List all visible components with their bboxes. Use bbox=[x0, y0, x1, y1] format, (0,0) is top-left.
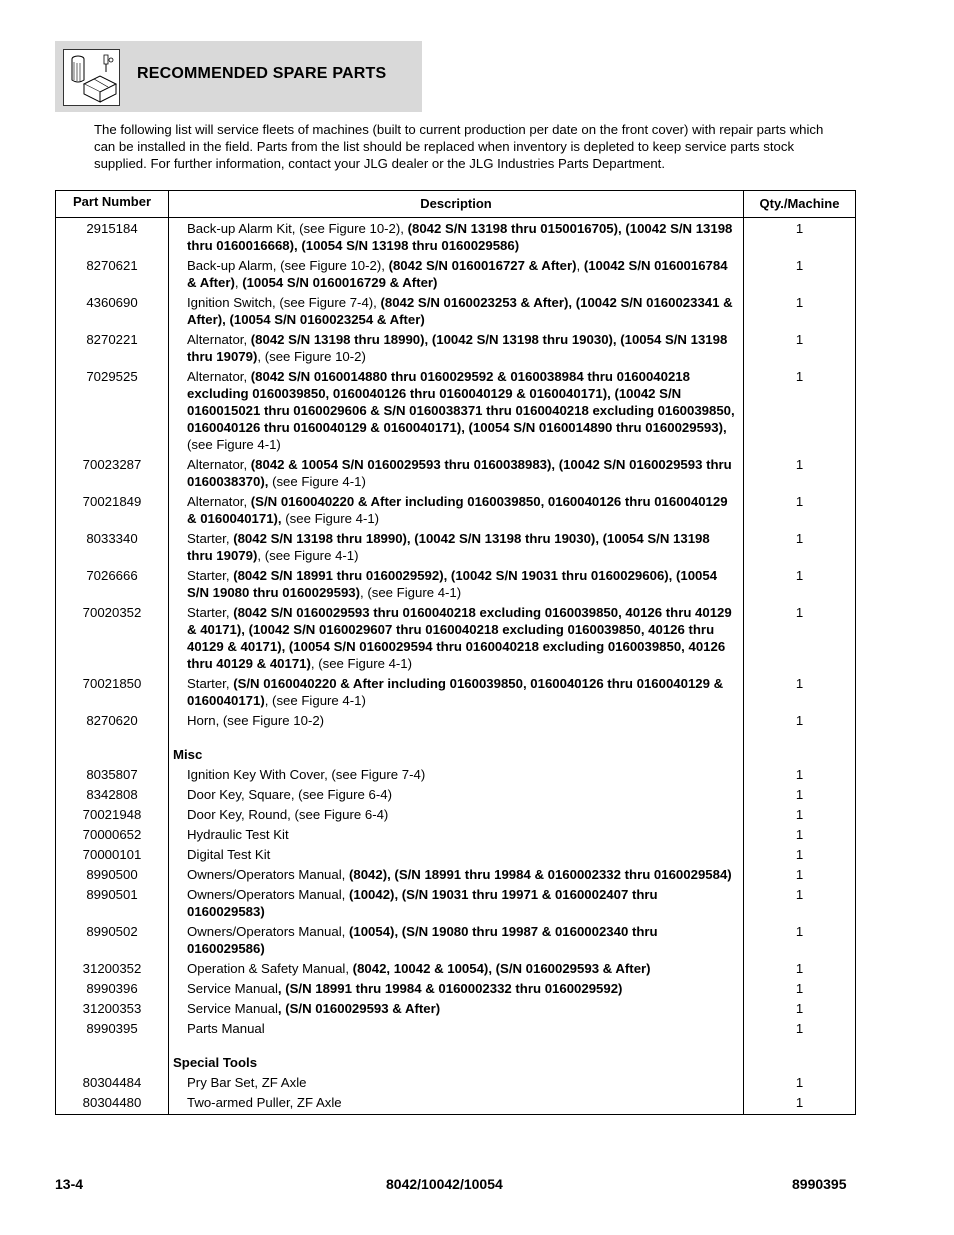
part-number-cell: 8270621 bbox=[56, 257, 169, 294]
description-segment: (8042 S/N 18991 thru 0160029592), (10042 S/N 19031 thru 0160029606), (10054 S/N 19080 thru 0160029593) bbox=[187, 568, 718, 600]
description-segment: Alternator, bbox=[187, 369, 251, 384]
qty-cell: 1 bbox=[744, 675, 856, 712]
part-number-cell: 70020352 bbox=[56, 604, 169, 675]
description-cell bbox=[169, 1074, 744, 1094]
description-cell bbox=[169, 786, 744, 806]
table-row bbox=[56, 218, 856, 258]
description-cell bbox=[169, 294, 744, 331]
description-cell bbox=[169, 980, 744, 1000]
table-header-row bbox=[56, 191, 856, 218]
description-cell bbox=[169, 456, 744, 493]
model-numbers: 8042/10042/10054 bbox=[386, 1176, 503, 1192]
table-row bbox=[56, 806, 856, 826]
description-segment: Starter, bbox=[187, 605, 234, 620]
description-segment: (8042, 10042 & 10054), (S/N 0160029593 & After) bbox=[352, 961, 651, 976]
qty-cell: 1 bbox=[744, 923, 856, 960]
description-segment: Starter, bbox=[187, 568, 234, 583]
part-number-cell: 8270620 bbox=[56, 712, 169, 732]
qty-cell: 1 bbox=[744, 331, 856, 368]
description-segment: (8042 & 10054 S/N 0160029593 thru 0160038983), (10042 S/N 0160029593 thru 0160038370), bbox=[187, 457, 732, 489]
part-number-cell: 70021849 bbox=[56, 493, 169, 530]
qty-cell: 1 bbox=[744, 493, 856, 530]
description-cell bbox=[169, 331, 744, 368]
description-segment: Ignition Switch, (see Figure 7-4), bbox=[187, 295, 381, 310]
qty-cell: 1 bbox=[744, 960, 856, 980]
description-segment: , bbox=[576, 258, 584, 273]
table-row bbox=[56, 493, 856, 530]
description-segment: (S/N 0160040220 & After including 0160039850, 0160040126 thru 0160040129 & 0160040171) bbox=[187, 676, 724, 708]
part-number-cell: 2915184 bbox=[56, 218, 169, 258]
description-cell bbox=[169, 604, 744, 675]
description-cell bbox=[169, 530, 744, 567]
part-number-cell: 80304484 bbox=[56, 1074, 169, 1094]
part-number-cell: 8033340 bbox=[56, 530, 169, 567]
qty-cell: 1 bbox=[744, 766, 856, 786]
table-row bbox=[56, 923, 856, 960]
description-cell bbox=[169, 923, 744, 960]
description-segment: , (S/N 0160029593 & After) bbox=[277, 1001, 441, 1016]
description-segment: (10054 S/N 0160016729 & After) bbox=[242, 275, 438, 290]
description-cell bbox=[169, 846, 744, 866]
header-qty: Qty./Machine bbox=[744, 191, 856, 218]
part-number-cell: 70000652 bbox=[56, 826, 169, 846]
table-row bbox=[56, 604, 856, 675]
description-segment: , bbox=[234, 275, 243, 290]
description-segment: (see Figure 4-1) bbox=[281, 511, 380, 526]
description-cell bbox=[169, 368, 744, 456]
qty-cell: 1 bbox=[744, 786, 856, 806]
part-number-cell: 8990502 bbox=[56, 923, 169, 960]
description-segment: (8042 S/N 13198 thru 18990), (10042 S/N 13198 thru 19030), (10054 S/N 13198 thru 19079) bbox=[187, 531, 710, 563]
description-segment: Door Key, Round, (see Figure 6-4) bbox=[187, 807, 389, 822]
description-segment: , (see Figure 10-2) bbox=[257, 349, 366, 364]
section-heading: Misc bbox=[173, 747, 203, 762]
qty-cell: 1 bbox=[744, 530, 856, 567]
table-row bbox=[56, 530, 856, 567]
description-cell bbox=[169, 866, 744, 886]
qty-cell: 1 bbox=[744, 567, 856, 604]
table-row bbox=[56, 886, 856, 923]
description-segment: Door Key, Square, (see Figure 6-4) bbox=[187, 787, 392, 802]
spare-parts-icon bbox=[63, 49, 120, 106]
description-segment: , (see Figure 4-1) bbox=[264, 693, 366, 708]
part-number-cell: 80304480 bbox=[56, 1094, 169, 1115]
table-row bbox=[56, 980, 856, 1000]
part-number-cell: 31200353 bbox=[56, 1000, 169, 1020]
description-segment: Owners/Operators Manual, bbox=[187, 867, 349, 882]
table-row bbox=[56, 257, 856, 294]
qty-cell: 1 bbox=[744, 826, 856, 846]
description-segment: Service Manual bbox=[187, 981, 278, 996]
table-row bbox=[56, 675, 856, 712]
description-cell bbox=[169, 1000, 744, 1020]
qty-cell: 1 bbox=[744, 712, 856, 732]
part-number-cell: 31200352 bbox=[56, 960, 169, 980]
description-segment: Two-armed Puller, ZF Axle bbox=[187, 1095, 342, 1110]
qty-cell: 1 bbox=[744, 1000, 856, 1020]
description-segment: , (see Figure 4-1) bbox=[257, 548, 359, 563]
description-segment: Pry Bar Set, ZF Axle bbox=[187, 1075, 307, 1090]
description-cell bbox=[169, 766, 744, 786]
part-number-cell: 8990501 bbox=[56, 886, 169, 923]
description-segment: (10054), (S/N 19080 thru 19987 & 0160002340 thru 0160029586) bbox=[187, 924, 658, 956]
description-segment: Hydraulic Test Kit bbox=[187, 827, 289, 842]
intro-paragraph: The following list will service fleets of machines (built to current production per date on the front cover) with repair parts which can be installed in the field. Parts from the list should be replaced when inventory is depleted to keep service parts stock supplied. For further information, contact your JLG dealer or the JLG Industries Parts Department. bbox=[94, 122, 824, 171]
header-description: Description bbox=[169, 191, 744, 218]
page-title: RECOMMENDED SPARE PARTS bbox=[137, 65, 387, 82]
qty-cell: 1 bbox=[744, 886, 856, 923]
description-cell bbox=[169, 960, 744, 980]
description-segment: Alternator, bbox=[187, 494, 251, 509]
qty-cell: 1 bbox=[744, 1020, 856, 1040]
document-number: 8990395 bbox=[792, 1176, 847, 1192]
description-cell bbox=[169, 567, 744, 604]
qty-cell: 1 bbox=[744, 980, 856, 1000]
table-row bbox=[56, 1020, 856, 1040]
table-row bbox=[56, 1074, 856, 1094]
description-segment: Alternator, bbox=[187, 332, 251, 347]
description-segment: Owners/Operators Manual, bbox=[187, 924, 349, 939]
description-segment: Alternator, bbox=[187, 457, 251, 472]
table-row bbox=[56, 866, 856, 886]
section-header bbox=[55, 41, 422, 112]
description-cell bbox=[169, 1094, 744, 1115]
description-segment: (8042 S/N 0160016727 & After) bbox=[388, 258, 577, 273]
part-number-cell: 7029525 bbox=[56, 368, 169, 456]
description-segment: (10042 S/N 0160016784 & After) bbox=[187, 258, 728, 290]
description-segment: (8042), (S/N 18991 thru 19984 & 0160002332 thru 0160029584) bbox=[348, 867, 732, 882]
description-segment: , (see Figure 4-1) bbox=[310, 656, 413, 671]
table-row bbox=[56, 567, 856, 604]
description-segment: Operation & Safety Manual, bbox=[187, 961, 353, 976]
spare-parts-table bbox=[55, 190, 856, 1115]
part-number-cell: 8035807 bbox=[56, 766, 169, 786]
section-heading-row bbox=[56, 732, 856, 766]
description-cell bbox=[169, 712, 744, 732]
table-row bbox=[56, 960, 856, 980]
table-row bbox=[56, 331, 856, 368]
table-row bbox=[56, 712, 856, 732]
description-cell bbox=[169, 1020, 744, 1040]
description-cell bbox=[169, 826, 744, 846]
table-row bbox=[56, 456, 856, 493]
part-number-cell: 4360690 bbox=[56, 294, 169, 331]
table-row bbox=[56, 826, 856, 846]
description-cell bbox=[169, 886, 744, 923]
part-number-cell: 8990500 bbox=[56, 866, 169, 886]
qty-cell: 1 bbox=[744, 846, 856, 866]
description-segment: Horn, (see Figure 10-2) bbox=[187, 713, 325, 728]
description-segment: Starter, bbox=[187, 531, 234, 546]
description-segment: (8042 S/N 0160023253 & After), (10042 S/N 0160023341 & After), (10054 S/N 0160023254 & After) bbox=[187, 295, 733, 327]
description-cell bbox=[169, 806, 744, 826]
description-segment: Service Manual bbox=[187, 1001, 278, 1016]
table-row bbox=[56, 1094, 856, 1115]
description-segment: (8042 S/N 0160029593 thru 0160040218 excluding 0160039850, 40126 thru 40129 & 40171), (10042 S/N 0160029607 thru 0160040218 excluding 0160039850, 40126 thru 40129 & 40171), (10054 S/N 0160029594 thru 0160040218 excluding 0160039850, 40126 thru 40129 & 40171) bbox=[187, 605, 732, 671]
table-row bbox=[56, 766, 856, 786]
description-segment: Digital Test Kit bbox=[187, 847, 271, 862]
description-segment: (8042 S/N 13198 thru 0150016705), (10042 S/N 13198 thru 0160016668), (10054 S/N 13198 thru 0160029586) bbox=[187, 221, 733, 253]
description-segment: (8042 S/N 13198 thru 18990), (10042 S/N 13198 thru 19030), (10054 S/N 13198 thru 19079) bbox=[187, 332, 728, 364]
table-row bbox=[56, 846, 856, 866]
description-cell bbox=[169, 257, 744, 294]
description-segment: Back-up Alarm, (see Figure 10-2), bbox=[187, 258, 389, 273]
description-segment: Owners/Operators Manual, bbox=[187, 887, 349, 902]
qty-cell: 1 bbox=[744, 1074, 856, 1094]
description-segment: (see Figure 4-1) bbox=[187, 437, 281, 452]
description-cell bbox=[169, 675, 744, 712]
part-number-cell: 8990395 bbox=[56, 1020, 169, 1040]
part-number-cell: 8342808 bbox=[56, 786, 169, 806]
table-row bbox=[56, 368, 856, 456]
description-segment: (10042), (S/N 19031 thru 19971 & 0160002407 thru 0160029583) bbox=[187, 887, 658, 919]
part-number-cell: 70000101 bbox=[56, 846, 169, 866]
description-cell bbox=[169, 218, 744, 258]
description-segment: (see Figure 4-1) bbox=[268, 474, 366, 489]
table-row bbox=[56, 1000, 856, 1020]
qty-cell: 1 bbox=[744, 257, 856, 294]
description-segment: Starter, bbox=[187, 676, 234, 691]
table-row bbox=[56, 294, 856, 331]
qty-cell: 1 bbox=[744, 456, 856, 493]
qty-cell: 1 bbox=[744, 1094, 856, 1115]
description-segment: , (S/N 18991 thru 19984 & 0160002332 thru 0160029592) bbox=[277, 981, 623, 996]
description-segment: Parts Manual bbox=[187, 1021, 265, 1036]
description-segment: (S/N 0160040220 & After including 0160039850, 0160040126 thru 0160040129 & 0160040171), bbox=[187, 494, 728, 526]
description-segment: , (see Figure 4-1) bbox=[360, 585, 462, 600]
description-segment: Ignition Key With Cover, (see Figure 7-4) bbox=[187, 767, 426, 782]
qty-cell: 1 bbox=[744, 294, 856, 331]
section-heading: Special Tools bbox=[173, 1055, 258, 1070]
table-row bbox=[56, 786, 856, 806]
page-number: 13-4 bbox=[55, 1176, 84, 1192]
qty-cell: 1 bbox=[744, 866, 856, 886]
qty-cell: 1 bbox=[744, 604, 856, 675]
part-number-cell: 8990396 bbox=[56, 980, 169, 1000]
header-part-number: Part Number bbox=[56, 191, 169, 218]
part-number-cell: 70023287 bbox=[56, 456, 169, 493]
description-cell bbox=[169, 493, 744, 530]
description-segment: (8042 S/N 0160014880 thru 0160029592 & 0160038984 thru 0160040218 excluding 0160039850, 0160040126 thru 0160040129 & 0160040171), (10042 S/N 0160015021 thru 0160029606 & S/N 0160038371 thru 0160040218 excluding 0160039850, 0160040126 thru 0160040129 & 0160040171), (10054 S/N 0160014890 thru 0160029593), bbox=[187, 369, 735, 435]
qty-cell: 1 bbox=[744, 806, 856, 826]
qty-cell: 1 bbox=[744, 218, 856, 258]
section-heading-row bbox=[56, 1040, 856, 1074]
part-number-cell: 7026666 bbox=[56, 567, 169, 604]
part-number-cell: 8270221 bbox=[56, 331, 169, 368]
description-segment: Back-up Alarm Kit, (see Figure 10-2), bbox=[187, 221, 408, 236]
qty-cell: 1 bbox=[744, 368, 856, 456]
part-number-cell: 70021850 bbox=[56, 675, 169, 712]
part-number-cell: 70021948 bbox=[56, 806, 169, 826]
